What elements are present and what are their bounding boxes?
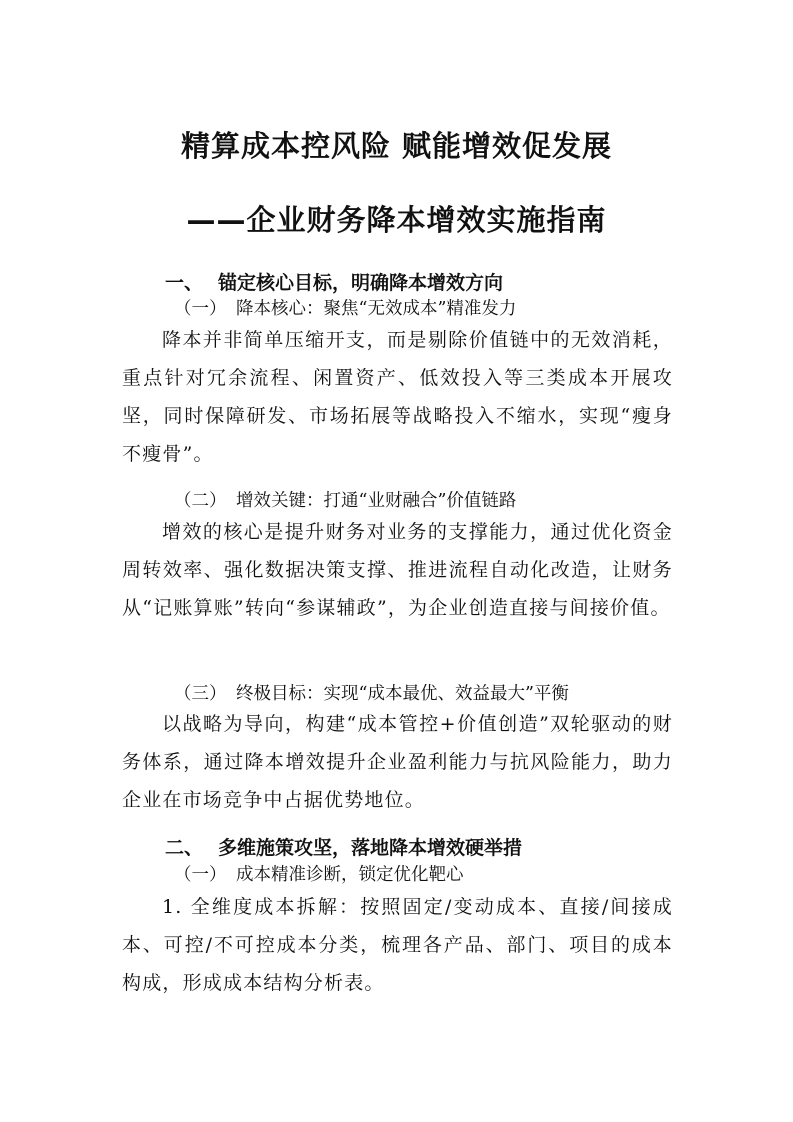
section-heading (165, 268, 503, 295)
subsection-title: 成本精准诊断，锁定优化靶心 (236, 865, 464, 885)
body-paragraph: 1. 全维度成本拆解：按照固定/变动成本、直接/间接成本、可控/不可控成本分类，梳理各产品、部门、项目的成本构成，形成成本结构分析表。 (122, 896, 673, 994)
section-title: 锚定核心目标，明确降本增效方向 (218, 272, 504, 294)
subsection-heading (174, 861, 464, 886)
body-paragraph: 以战略为导向，构建“成本管控+价值创造”双轮驱动的财务体系，通过降本增效提升企业盈利能力与抗风险能力，助力企业在市场竞争中占据优势地位。 (122, 713, 673, 811)
subsection-number: （一） (174, 299, 227, 319)
subsection-number: （一） (174, 865, 227, 885)
subsection-title: 增效关键：打通“业财融合”价值链路 (236, 491, 517, 511)
section-number: 一、 (165, 272, 204, 294)
body-paragraph: 降本并非简单压缩开支，而是剔除价值链中的无效消耗，重点针对冗余流程、闲置资产、低效投入等三类成本开展攻坚，同时保障研发、市场拓展等战略投入不缩水，实现“瘦身不瘦骨”。 (122, 329, 673, 465)
body-paragraph: 增效的核心是提升财务对业务的支撑能力，通过优化资金周转效率、强化数据决策支撑、推进流程自动化改造，让财务从“记账算账”转向“参谋辅政”，为企业创造直接与间接价值。 (122, 521, 673, 619)
subsection-heading (174, 295, 516, 320)
section-heading (165, 833, 522, 860)
section-title: 多维施策攻坚，落地降本增效硬举措 (218, 837, 523, 859)
subsection-number: （二） (174, 491, 227, 511)
document-subtitle: ——企业财务降本增效实施指南 (186, 203, 607, 237)
subsection-number: （三） (174, 684, 227, 704)
subsection-title: 降本核心：聚焦“无效成本”精准发力 (236, 299, 517, 319)
subsection-title: 终极目标：实现“成本最优、效益最大”平衡 (236, 684, 569, 704)
subsection-heading (174, 487, 516, 512)
document-title: 精算成本控风险 赋能增效促发展 (180, 129, 613, 163)
subsection-heading (174, 680, 569, 705)
section-number: 二、 (165, 837, 204, 859)
